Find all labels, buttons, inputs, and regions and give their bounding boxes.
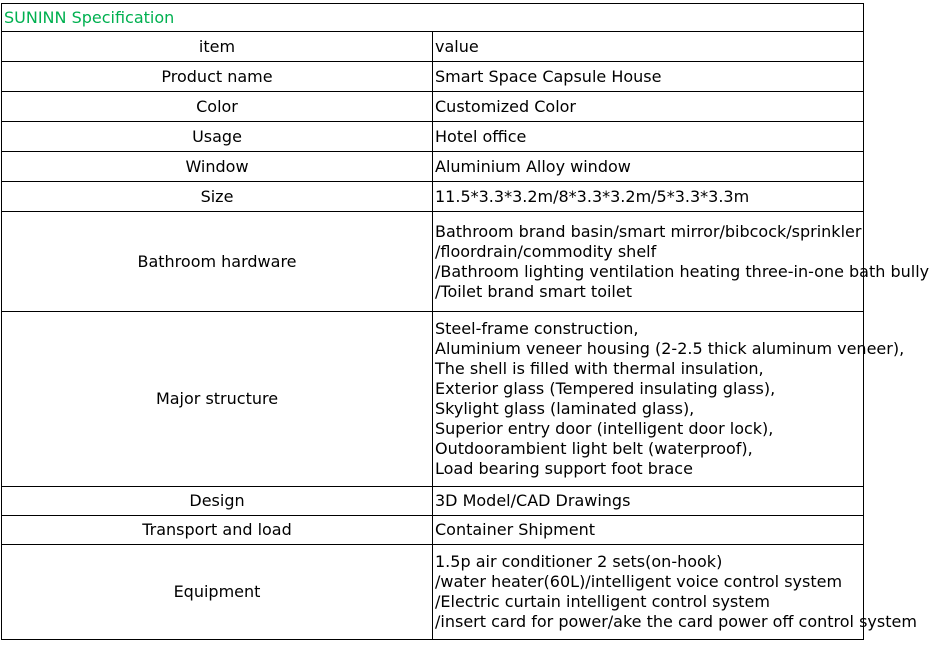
value-line: Skylight glass (laminated glass), (435, 399, 695, 418)
item-label: Design (2, 487, 433, 516)
header-value: value (433, 32, 864, 62)
item-label: Bathroom hardware (2, 212, 433, 312)
row-transport-and-load (2, 516, 864, 545)
row-color (2, 92, 864, 122)
value-line: /floordrain/commodity shelf (435, 241, 657, 261)
row-equipment (2, 545, 864, 640)
value-line: Exterior glass (Tempered insulating glass), (435, 379, 776, 398)
item-label: Color (2, 92, 433, 122)
item-label: Major structure (2, 312, 433, 487)
item-label: Transport and load (2, 516, 433, 545)
value-line: Steel-frame construction, (435, 319, 639, 338)
value-line: Outdoorambient light belt (waterproof), (435, 439, 753, 458)
value-line: /water heater(60L)/intelligent voice control system (435, 572, 843, 591)
row-bathroom-hardware (2, 212, 864, 312)
value-line: /Bathroom lighting ventilation heating three-in-one bath bully (435, 261, 929, 281)
item-value (433, 152, 864, 182)
row-size (2, 182, 864, 212)
title-row (2, 4, 864, 32)
value-line: Aluminium veneer housing (2-2.5 thick aluminum veneer), (435, 339, 905, 358)
value-line: Hotel office (435, 126, 527, 146)
item-value (433, 122, 864, 152)
value-line: 3D Model/CAD Drawings (435, 491, 631, 510)
value-line: /Toilet brand smart toilet (435, 281, 632, 301)
row-major-structure (2, 312, 864, 487)
value-line: Superior entry door (intelligent door lock), (435, 419, 774, 438)
value-line: /Electric curtain intelligent control system (435, 592, 770, 611)
value-line: Load bearing support foot brace (435, 459, 693, 478)
row-window (2, 152, 864, 182)
value-line: Customized Color (435, 96, 576, 116)
value-line: Container Shipment (435, 520, 596, 539)
header-item: item (2, 32, 433, 62)
item-value (433, 487, 864, 516)
value-line: Bathroom brand basin/smart mirror/bibcock/sprinkler (435, 221, 862, 241)
specification-sheet (1, 3, 929, 640)
item-label: Window (2, 152, 433, 182)
item-label: Size (2, 182, 433, 212)
row-design (2, 487, 864, 516)
item-label: Usage (2, 122, 433, 152)
value-line: The shell is filled with thermal insulation, (435, 359, 764, 378)
value-line: /insert card for power/ake the card power off control system (435, 612, 917, 631)
item-value (433, 516, 864, 545)
item-label: Equipment (2, 545, 433, 640)
item-value (433, 182, 864, 212)
item-label: Product name (2, 62, 433, 92)
row-product-name (2, 62, 864, 92)
item-value (433, 62, 864, 92)
spec-table (1, 3, 929, 640)
item-value (433, 312, 905, 487)
row-usage (2, 122, 864, 152)
item-value (433, 212, 929, 312)
item-value (433, 92, 864, 122)
value-line: Smart Space Capsule House (435, 66, 662, 86)
sheet-title: SUNINN Specification (2, 4, 864, 32)
value-line: 1.5p air conditioner 2 sets(on-hook) (435, 552, 723, 571)
header-row (2, 32, 864, 62)
item-value (433, 545, 917, 640)
value-line: 11.5*3.3*3.2m/8*3.3*3.2m/5*3.3*3.3m (435, 186, 750, 206)
value-line: Aluminium Alloy window (435, 156, 631, 176)
